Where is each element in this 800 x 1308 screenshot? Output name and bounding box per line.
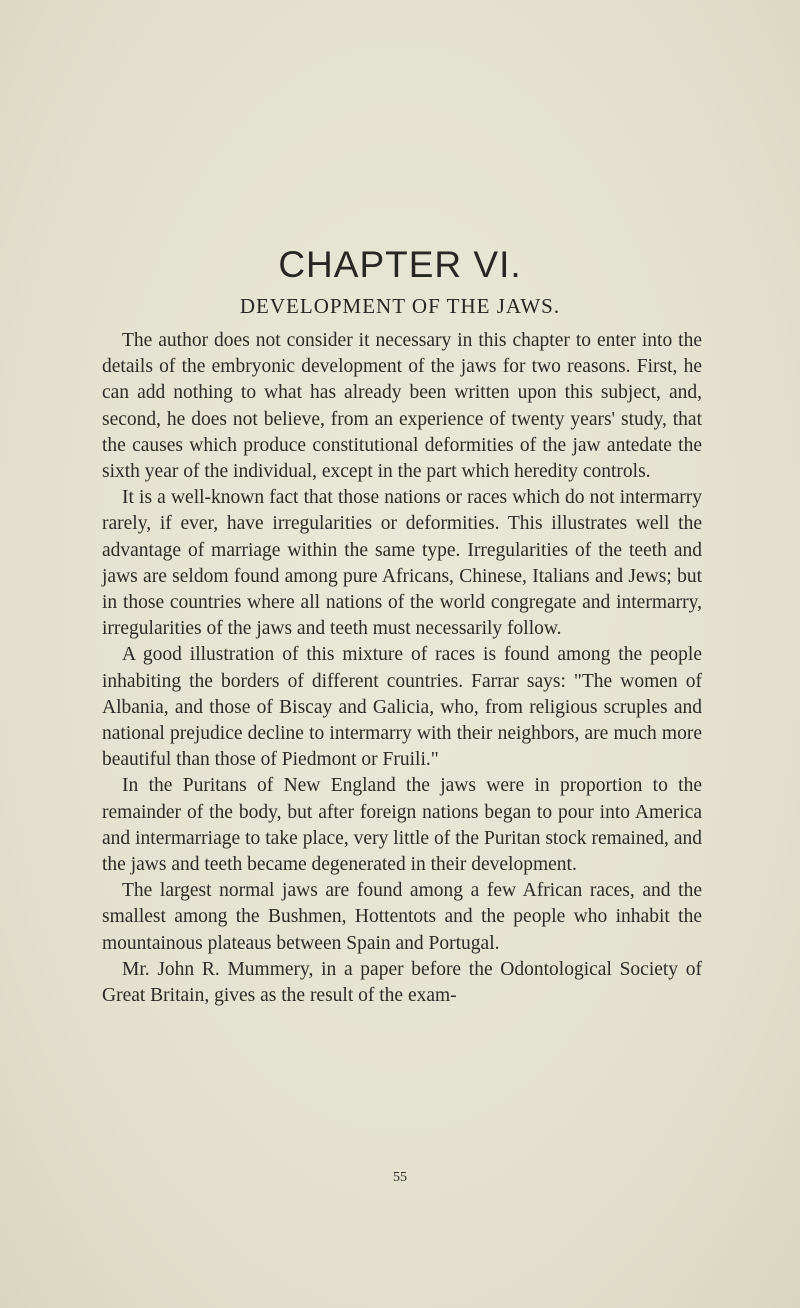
paragraph: In the Puritans of New England the jaws were in proportion to the remainder of the body, but after foreign nations began to pour into America and intermarriage to take place, very little of the Puritan stock remained, and the jaws and teeth became degenerated in their development.: [102, 775, 702, 876]
chapter-title: CHAPTER VI.: [278, 244, 522, 285]
paragraph: The largest normal jaws are found among a few African races, and the smallest among the Bushmen, Hottentots and the people who inhabit the mountainous plateaus between Spain and Portugal.: [102, 880, 702, 954]
section-title: DEVELOPMENT OF THE JAWS.: [239, 294, 561, 318]
paragraph: It is a well-known fact that those nations or races which do not intermarry rarely, if ever, have irregularities or deformities. This illustrates well the advantage of marriage within the same type. Irregularities of the teeth and jaws are seldom found among pure Africans, Chinese, Italians and Jews; but in those countries where all nations of the world congregate and intermarry, irregularities of the jaws and teeth must necessarily follow.: [102, 487, 702, 640]
body-text: [102, 328, 702, 1009]
page-number: 55: [393, 1170, 407, 1185]
paragraph: A good illustration of this mixture of races is found among the people inhabiting the borders of different countries. Farrar says: "The women of Albania, and those of Biscay and Galicia, who, from religious scruples and national prejudice decline to intermarry with their neighbors, are much more beautiful than those of Piedmont or Fruili.": [102, 644, 702, 771]
paragraph: The author does not consider it necessary in this chapter to enter into the details of the embryonic development of the jaws for two reasons. First, he can add nothing to what has already been written upon this subject, and, second, he does not believe, from an experience of twenty years' study, that the causes which produce constitutional deformities of the jaw antedate the sixth year of the individual, except in the part which heredity controls.: [102, 330, 702, 483]
paragraph: Mr. John R. Mummery, in a paper before the Odontological Society of Great Britain, gives as the result of the exam-: [102, 958, 702, 1007]
